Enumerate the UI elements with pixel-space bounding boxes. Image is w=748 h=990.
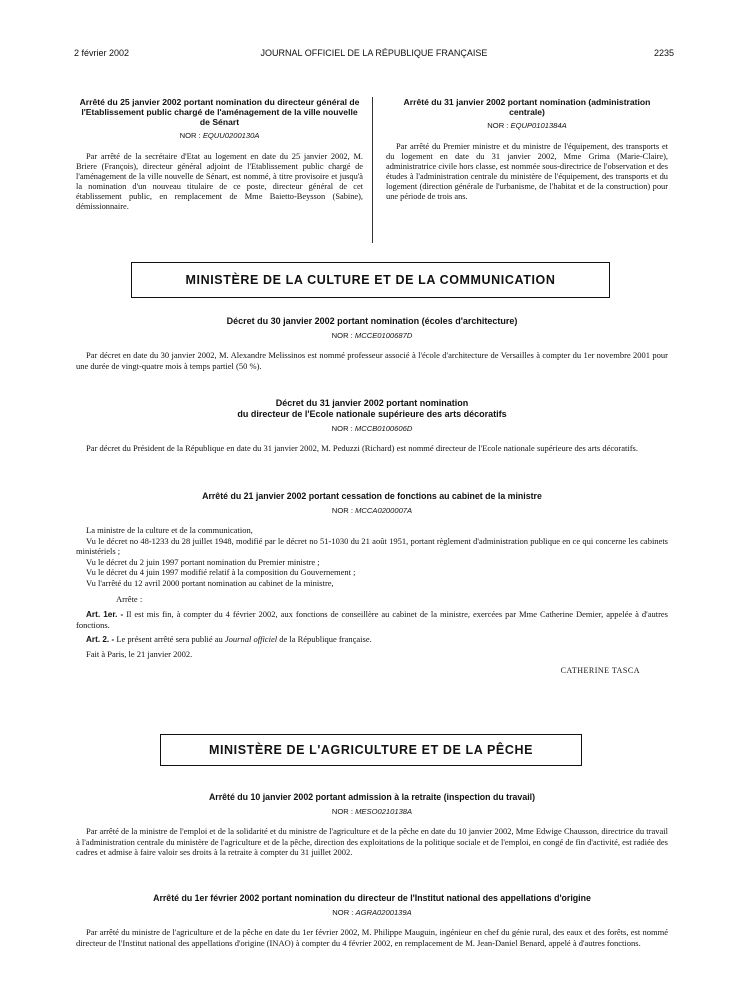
- arrete-cabinet-visa-3: Vu le décret du 4 juin 1997 modifié relatif à la composition du Gouvernement ;: [86, 567, 356, 577]
- decret-arts-body: Par décret du Président de la République en date du 31 janvier 2002, M. Peduzzi (Richard) est nommé directeur de l'Ecole nationale supérieure des arts décoratifs.: [86, 443, 638, 453]
- nor-code: EQUP0101384A: [510, 121, 567, 130]
- ministry-agriculture-label: MINISTÈRE DE L'AGRICULTURE ET DE LA PÊCHE: [208, 743, 534, 757]
- arrete-senart-nor: [76, 131, 363, 140]
- decret-ecoles-architecture: [76, 316, 668, 371]
- arrete-admin-centrale-nor: [386, 121, 668, 130]
- nor-label: NOR :: [331, 807, 353, 816]
- fait-a-paris: Fait à Paris, le 21 janvier 2002.: [86, 649, 193, 659]
- article-2-journal-officiel: Journal officiel: [224, 633, 278, 644]
- article-1: [76, 609, 668, 631]
- arrete-retraite-nor: [76, 807, 668, 816]
- arrete-retraite: [76, 792, 668, 858]
- column-divider: [372, 97, 373, 243]
- arrete-retraite-title: Arrêté du 10 janvier 2002 portant admission à la retraite (inspection du travail): [208, 792, 536, 802]
- nor-code: MCCB0100606D: [354, 424, 413, 433]
- article-2-text-a: Le présent arrêté sera publié au: [116, 633, 223, 644]
- nor-code: MCCA0200007A: [355, 506, 413, 515]
- arrete-senart-body: Par arrêté de la secrétaire d'Etat au logement en date du 25 janvier 2002, M. Briere (François), directeur général adjoint de l'Etablissement public chargé de l'aménagement de la ville nouvelle de Sénart, est nommé, à titre provisoire et jusqu'à la nomination d'un nouveau titulaire de ce poste, directeur général de cet établissement public, en remplacement de Mme Baietto-Beysson (Sabine), démissionnaire.: [76, 152, 363, 211]
- arrete-inao-title: Arrêté du 1er février 2002 portant nomination du directeur de l'Institut national des appellations d'origine: [153, 893, 591, 903]
- arrete-cabinet-nor: [76, 506, 668, 515]
- article-2: [76, 634, 668, 646]
- ministry-agriculture-heading: [160, 734, 582, 766]
- arrete-inao-nor: [76, 908, 668, 917]
- article-1-text: Il est mis fin, à compter du 4 février 2002, aux fonctions de conseillère au cabinet de la ministre, exercées par Mme Catherine Demier, appelée à d'autres fonctions.: [76, 608, 668, 630]
- nor-label: NOR :: [331, 424, 353, 433]
- nor-label: NOR :: [179, 131, 201, 140]
- nor-label: NOR :: [331, 506, 353, 515]
- arrete-admin-centrale-title: Arrêté du 31 janvier 2002 portant nomination (administration centrale): [403, 97, 651, 117]
- decret-arts-title-line2: du directeur de l'Ecole nationale supérieure des arts décoratifs: [237, 409, 507, 419]
- nor-code: MESO0210138A: [355, 807, 413, 816]
- article-2-label: Art. 2. -: [86, 634, 115, 644]
- ministry-culture-label: MINISTÈRE DE LA CULTURE ET DE LA COMMUNICATION: [185, 273, 556, 287]
- arrete-cabinet-visa-4: Vu l'arrêté du 12 avril 2000 portant nomination au cabinet de la ministre,: [86, 577, 334, 588]
- article-2-text-b: de la République française.: [279, 633, 372, 644]
- arrete-senart-title: Arrêté du 25 janvier 2002 portant nomination du directeur général de l'Etablissement public chargé de l'aménagement de la ville nouvelle de Sénart: [79, 97, 360, 127]
- decret-arts-title-line1: Décret du 31 janvier 2002 portant nomination: [275, 398, 469, 408]
- decret-ecoles-nor: [76, 331, 668, 340]
- header-date: 2 février 2002: [74, 48, 130, 58]
- arrete-senart: [76, 97, 363, 212]
- arrete-inao-body: Par arrêté du ministre de l'agriculture et de la pêche en date du 1er février 2002, M. Philippe Mauguin, ingénieur en chef du génie rural, des eaux et des forêts, est nommé directeur de l'Institut national des appellations d'origine (INAO) à compter du 4 février 2002, en remplacement de M. Jean-Daniel Benard, appelé à d'autres fonctions.: [76, 927, 668, 948]
- ministry-culture-heading: [131, 262, 610, 298]
- header-journal-title: JOURNAL OFFICIEL DE LA RÉPUBLIQUE FRANÇAISE: [260, 48, 488, 58]
- signature: CATHERINE TASCA: [560, 665, 640, 675]
- decret-ecoles-title: Décret du 30 janvier 2002 portant nomination (écoles d'architecture): [226, 316, 518, 326]
- arrete-cabinet-ministre: [76, 491, 668, 675]
- arrete-admin-centrale-body: Par arrêté du Premier ministre et du ministre de l'équipement, des transports et du logement en date du 31 janvier 2002, Mme Grima (Marie-Claire), administratrice civile hors classe, est nommée sous-directrice de l'observation et des études à l'administration centrale du ministère de l'équipement, des transports et du logement (direction générale de l'urbanisme, de l'habitat et de la construction) pour une période de trois ans.: [386, 142, 668, 201]
- arrete-cabinet-visa-2: Vu le décret du 2 juin 1997 portant nomination du Premier ministre ;: [86, 556, 320, 567]
- arrete-word: Arrête :: [116, 594, 143, 604]
- arrete-cabinet-intro: La ministre de la culture et de la communication,: [86, 525, 253, 535]
- nor-code: EQUU0200130A: [202, 131, 260, 140]
- article-1-label: Art. 1er. -: [86, 609, 124, 619]
- arrete-cabinet-visa-1: Vu le décret no 48-1233 du 28 juillet 1948, modifié par le décret no 51-1030 du 21 août 1951, portant règlement d'administration publique en ce qui concerne les cabinets ministériels ;: [76, 535, 668, 556]
- nor-label: NOR :: [487, 121, 509, 130]
- arrete-inao: [76, 893, 668, 948]
- decret-ecoles-body: Par décret en date du 30 janvier 2002, M. Alexandre Melissinos est nommé professeur associé à l'école d'architecture de Versailles à compter du 1er novembre 2001 pour une durée de vingt-quatre mois à temps partiel (50 %).: [76, 350, 668, 371]
- nor-code: AGRA0200139A: [355, 908, 412, 917]
- nor-label: NOR :: [332, 908, 354, 917]
- arrete-admin-centrale: [386, 97, 668, 202]
- arrete-cabinet-title: Arrêté du 21 janvier 2002 portant cessation de fonctions au cabinet de la ministre: [202, 491, 542, 501]
- nor-code: MCCE0100687D: [354, 331, 413, 340]
- nor-label: NOR :: [331, 331, 353, 340]
- arrete-retraite-body: Par arrêté de la ministre de l'emploi et de la solidarité et du ministre de l'agriculture et de la pêche en date du 10 janvier 2002, Mme Edwige Chausson, directrice du travail à l'administration centrale du ministère de l'agriculture et de la pêche, direction des exploitations de la politique sociale et de l'emploi, en congé de fin d'activité, est radiée des cadres et admise à faire valoir ses droits à la retraite à compter du 31 juillet 2002.: [76, 826, 668, 857]
- page-header: [74, 48, 674, 62]
- decret-arts-decoratifs: [76, 398, 668, 454]
- header-page-number: 2235: [653, 48, 674, 58]
- decret-arts-nor: [76, 424, 668, 433]
